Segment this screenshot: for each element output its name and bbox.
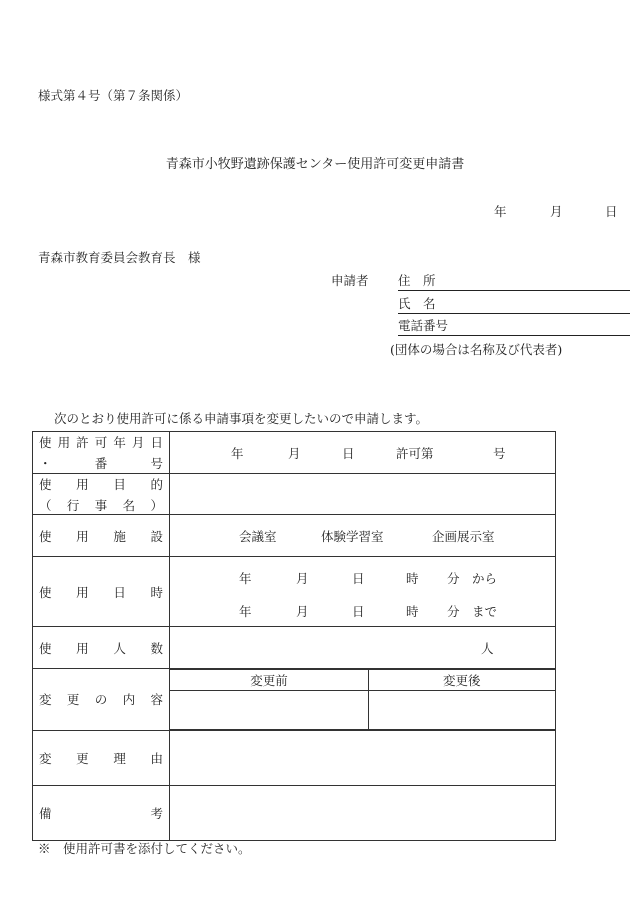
head-change-details [33, 669, 170, 731]
head-change-reason [33, 730, 170, 785]
head-char: 月 [131, 435, 145, 450]
head-char: 可 [94, 435, 108, 450]
headcount-unit: 人 [481, 640, 494, 656]
change-before-input[interactable] [170, 690, 369, 729]
datetime-cell[interactable] [170, 557, 556, 627]
address-field[interactable] [398, 275, 630, 291]
head-char: 的 [150, 476, 163, 492]
head-char: 時 [150, 584, 163, 600]
facility-option-experience-room[interactable]: 体験学習室 [321, 528, 384, 544]
change-before-header: 変更前 [170, 670, 369, 690]
address-label: 住 所 [398, 273, 436, 288]
facility-option-exhibition-room[interactable]: 企画展示室 [432, 528, 495, 544]
table-row-permit-date [33, 432, 556, 474]
headcount-cell[interactable] [170, 627, 556, 669]
name-label: 氏 名 [398, 296, 436, 311]
head-char: 人 [113, 640, 126, 656]
facility-option-meeting-room[interactable]: 会議室 [239, 528, 277, 544]
permit-day-label: 日 [342, 445, 355, 461]
head-char: 数 [150, 640, 163, 656]
table-row-purpose [33, 474, 556, 515]
to-minute-label: 分 [447, 604, 460, 619]
facility-cell [170, 515, 556, 557]
head-char: 使 [39, 528, 52, 544]
to-hour-label: 時 [406, 604, 419, 619]
to-day-label: 日 [352, 604, 365, 619]
permit-date-cell[interactable] [170, 432, 556, 474]
to-month-label: 月 [296, 604, 309, 619]
head-char: 設 [150, 528, 163, 544]
head-purpose [33, 474, 170, 515]
table-row-change-reason [33, 730, 556, 785]
phone-field[interactable] [398, 320, 630, 336]
table-row-change-details [33, 669, 556, 690]
change-subtable [170, 669, 556, 690]
change-reason-cell[interactable] [170, 730, 556, 785]
head-char: 更 [66, 692, 80, 708]
head-char: 考 [150, 805, 163, 821]
head-change-reason-chars [39, 749, 163, 767]
head-datetime [33, 557, 170, 627]
intro-text: 次のとおり使用許可に係る申請事項を変更したいので申請します。 [54, 411, 429, 426]
permit-year-label: 年 [231, 445, 244, 461]
head-headcount [33, 627, 170, 669]
head-char: の [94, 692, 108, 708]
head-facility-chars [39, 527, 163, 545]
head-char: 用 [76, 584, 89, 600]
from-hour-label: 時 [406, 571, 419, 586]
applicant-label: 申請者 [331, 273, 369, 288]
head-char: 用 [57, 435, 71, 450]
head-char: 用 [76, 640, 89, 656]
head-char: 由 [150, 750, 163, 766]
head-char: 容 [150, 692, 163, 708]
head-char: 内 [122, 692, 136, 708]
table-row-datetime [33, 557, 556, 627]
table-row-facility [33, 515, 556, 557]
table-row-remarks [33, 785, 556, 840]
head-char: 使 [39, 640, 52, 656]
head-permit-date [33, 432, 170, 474]
from-suffix: から [472, 571, 498, 586]
from-month-label: 月 [296, 571, 309, 586]
permit-number-suffix: 号 [493, 445, 506, 461]
head-char: 更 [76, 750, 89, 766]
head-purpose-top [39, 475, 163, 493]
head-char: 備 [39, 805, 52, 821]
head-char: 変 [39, 692, 52, 708]
head-permit-date-top [39, 433, 163, 451]
head-char: 日 [113, 584, 126, 600]
to-suffix: まで [472, 604, 498, 619]
permit-month-label: 月 [288, 445, 301, 461]
head-char: 理 [113, 750, 126, 766]
head-permit-date-bottom [39, 454, 163, 472]
head-change-details-chars [39, 690, 163, 708]
permit-number-prefix: 許可第 [396, 445, 434, 461]
from-year-label: 年 [239, 571, 252, 586]
head-char: 使 [39, 476, 52, 492]
head-char: 名 [122, 497, 136, 513]
head-datetime-chars [39, 583, 163, 601]
head-headcount-chars [39, 639, 163, 657]
name-field[interactable] [398, 298, 630, 314]
head-char: （ [39, 497, 52, 513]
purpose-cell[interactable] [170, 474, 556, 515]
head-char: 施 [113, 528, 126, 544]
head-char: 使 [39, 435, 52, 450]
head-char: 使 [39, 584, 52, 600]
head-char: 号 [150, 456, 163, 471]
change-after-input[interactable] [369, 690, 556, 729]
date-day: 日 [605, 204, 618, 219]
table-row-headcount [33, 627, 556, 669]
form-number: 様式第４号（第７条関係） [38, 88, 189, 103]
from-minute-label: 分 [447, 571, 460, 586]
change-after-header: 変更後 [369, 670, 556, 690]
head-char: ・ [39, 456, 52, 471]
phone-label: 電話番号 [398, 318, 449, 333]
head-char: 日 [150, 435, 163, 450]
head-char: 許 [76, 435, 89, 450]
document-title: 青森市小牧野遺跡保護センター使用許可変更申請書 [165, 157, 465, 172]
to-year-label: 年 [239, 604, 252, 619]
head-purpose-bottom [39, 496, 163, 514]
head-char: 変 [39, 750, 52, 766]
head-char: 年 [113, 435, 126, 450]
change-values-subtable [170, 690, 556, 730]
change-subtable-cell [170, 669, 556, 690]
head-char: 行 [66, 497, 80, 513]
head-remarks-chars [39, 804, 163, 822]
from-day-label: 日 [352, 571, 365, 586]
head-char: 目 [113, 476, 126, 492]
change-values-cell [170, 690, 556, 731]
organization-note: (団体の場合は名称及び代表者) [390, 342, 563, 357]
head-char: 番 [94, 456, 108, 471]
head-char: 事 [94, 497, 108, 513]
head-char: 用 [76, 528, 89, 544]
remarks-cell[interactable] [170, 785, 556, 840]
application-table [32, 431, 556, 841]
date-month: 月 [550, 204, 563, 219]
head-char: 用 [76, 476, 89, 492]
date-year: 年 [494, 204, 507, 219]
addressee: 青森市教育委員会教育長 様 [38, 250, 201, 265]
head-facility [33, 515, 170, 557]
footnote: ※ 使用許可書を添付してください。 [38, 841, 251, 856]
head-remarks [33, 785, 170, 840]
head-char: ） [150, 497, 163, 513]
